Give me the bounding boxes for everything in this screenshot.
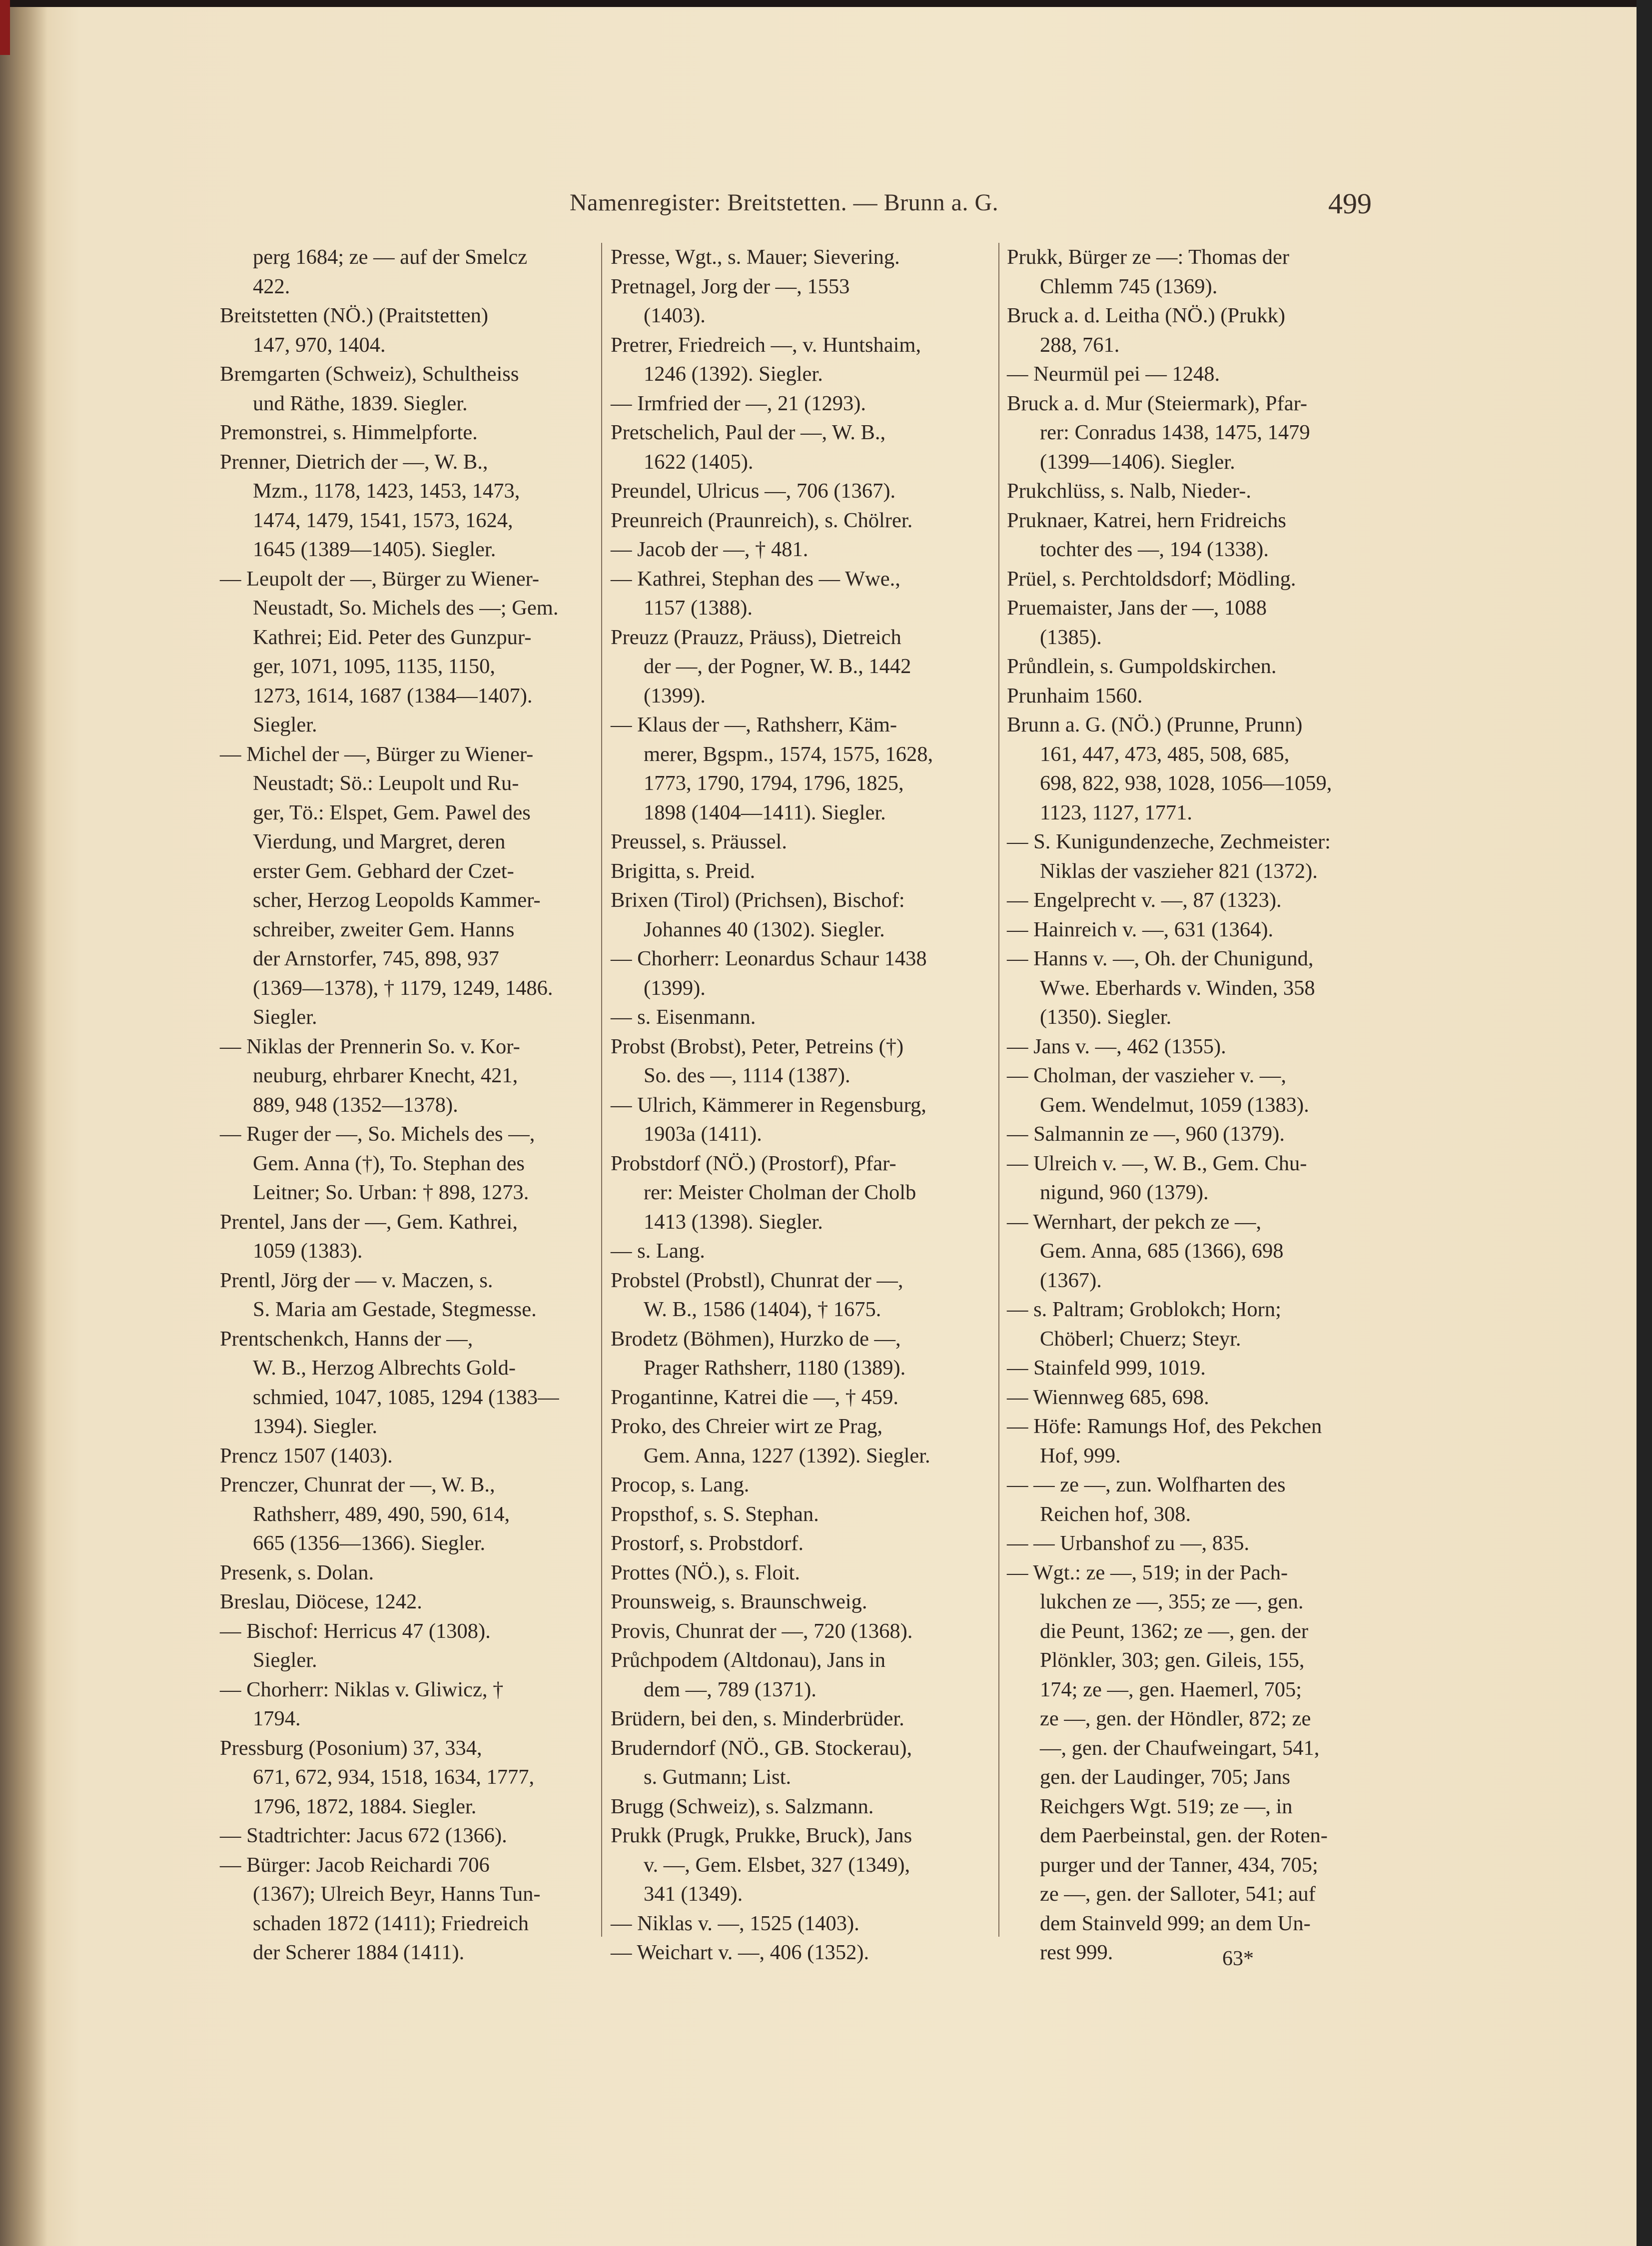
index-entry-line: 1394). Siegler.	[253, 1415, 378, 1438]
index-entry-line: Brodetz (Böhmen), Hurzko de —,	[611, 1327, 901, 1351]
index-entry-line: Reichgers Wgt. 519; ze —, in	[1040, 1794, 1293, 1818]
index-entry-line: — Wgt.: ze —, 519; in der Pach-	[1007, 1560, 1288, 1584]
index-entry-line: merer, Bgspm., 1574, 1575, 1628,	[644, 742, 933, 766]
index-entry-line: scher, Herzog Leopolds Kammer-	[253, 888, 541, 912]
index-entry-line: Mzm., 1178, 1423, 1453, 1473,	[253, 479, 520, 503]
index-entry-line: Breitstetten (NÖ.) (Praitstetten)	[220, 304, 488, 327]
index-entry-line: (1350). Siegler.	[1040, 1005, 1172, 1029]
index-entry-line: — Salmannin ze —, 960 (1379).	[1007, 1122, 1285, 1146]
index-entry-line: Presse, Wgt., s. Mauer; Sievering.	[611, 245, 900, 269]
index-entry-line: — Bischof: Herricus 47 (1308).	[220, 1619, 491, 1643]
index-entry-line: der Arnstorfer, 745, 898, 937	[253, 947, 499, 970]
running-head: Namenregister: Breitstetten. — Brunn a. G.	[570, 189, 999, 216]
index-entry-line: — Hanns v. —, Oh. der Chunigund,	[1007, 947, 1314, 970]
index-column-3	[1007, 243, 1377, 1968]
index-entry-line: Hof, 999.	[1040, 1444, 1121, 1468]
index-entry-line: Progantinne, Katrei die —, † 459.	[611, 1385, 898, 1409]
index-entry-line: — Ulreich v. —, W. B., Gem. Chu-	[1007, 1151, 1307, 1175]
index-entry-line: Prager Rathsherr, 1180 (1389).	[644, 1356, 906, 1380]
index-entry-line: Pruknaer, Katrei, hern Fridreichs	[1007, 508, 1286, 532]
index-entry-line: Prentl, Jörg der — v. Maczen, s.	[220, 1268, 493, 1292]
scan-top-border	[0, 0, 1652, 7]
index-entry-line: ze —, gen. der Salloter, 541; auf	[1040, 1882, 1316, 1906]
index-entry-line: 1157 (1388).	[644, 596, 753, 620]
index-entry-line: purger und der Tanner, 434, 705;	[1040, 1853, 1318, 1877]
index-entry-line: Chlemm 745 (1369).	[1040, 274, 1218, 298]
index-entry-line: schmied, 1047, 1085, 1294 (1383—	[253, 1385, 559, 1409]
index-entry-line: — Ruger der —, So. Michels des —,	[220, 1122, 535, 1146]
index-entry-line: — Wernhart, der pekch ze —,	[1007, 1210, 1262, 1234]
index-entry-line: 1273, 1614, 1687 (1384—1407).	[253, 684, 533, 708]
index-entry-line: Brixen (Tirol) (Prichsen), Bischof:	[611, 888, 905, 912]
index-entry-line: (1399).	[644, 684, 706, 708]
index-entry-line: 161, 447, 473, 485, 508, 685,	[1040, 742, 1290, 766]
index-entry-line: Prounsweig, s. Braunschweig.	[611, 1590, 867, 1613]
index-entry-line: — Cholman, der vaszieher v. —,	[1007, 1064, 1287, 1087]
index-entry-line: Plönkler, 303; gen. Gileis, 155,	[1040, 1648, 1305, 1672]
index-entry-line: — Stadtrichter: Jacus 672 (1366).	[220, 1824, 507, 1847]
index-entry-line: lukchen ze —, 355; ze —, gen.	[1040, 1590, 1304, 1613]
index-entry-line: Vierdung, und Margret, deren	[253, 830, 506, 853]
scan-right-border	[1637, 0, 1652, 2246]
index-entry-line: W. B., Herzog Albrechts Gold-	[253, 1356, 516, 1380]
index-entry-line: — Chorherr: Niklas v. Gliwicz, †	[220, 1677, 504, 1701]
index-entry-line: Neustadt, So. Michels des —; Gem.	[253, 596, 559, 620]
index-entry-line: Procop, s. Lang.	[611, 1473, 750, 1497]
index-entry-line: Proko, des Chreier wirt ze Prag,	[611, 1415, 883, 1438]
index-entry-line: Chöberl; Chuerz; Steyr.	[1040, 1327, 1241, 1351]
signature-mark: 63*	[1222, 1947, 1254, 1970]
index-entry-line: — s. Eisenmann.	[611, 1005, 756, 1029]
index-entry-line: Reichen hof, 308.	[1040, 1502, 1191, 1526]
index-entry-line: Prentschenkch, Hanns der —,	[220, 1327, 473, 1351]
index-entry-line: Leitner; So. Urban: † 898, 1273.	[253, 1181, 529, 1204]
index-entry-line: — Jacob der —, † 481.	[611, 538, 809, 561]
page-binding-shadow	[0, 0, 47, 2246]
red-spine-edge	[0, 0, 10, 55]
index-entry-line: Brigitta, s. Preid.	[611, 859, 756, 883]
index-entry-line: Prukchlüss, s. Nalb, Nieder-.	[1007, 479, 1251, 503]
index-entry-line: — Bürger: Jacob Reichardi 706	[220, 1853, 490, 1877]
index-entry-line: (1399).	[644, 976, 706, 1000]
index-entry-line: schaden 1872 (1411); Friedreich	[253, 1911, 529, 1935]
index-entry-line: Premonstrei, s. Himmelpforte.	[220, 421, 478, 444]
index-entry-line: Bruck a. d. Leitha (NÖ.) (Prukk)	[1007, 304, 1286, 327]
index-entry-line: 341 (1349).	[644, 1882, 743, 1906]
index-entry-line: Prentel, Jans der —, Gem. Kathrei,	[220, 1210, 518, 1234]
index-entry-line: Bruck a. d. Mur (Steiermark), Pfar-	[1007, 391, 1308, 415]
index-entry-line: Prukk, Bürger ze —: Thomas der	[1007, 245, 1289, 269]
index-entry-line: — s. Paltram; Groblokch; Horn;	[1007, 1298, 1281, 1321]
index-entry-line: 147, 970, 1404.	[253, 333, 386, 357]
index-entry-line: 1123, 1127, 1771.	[1040, 800, 1192, 824]
index-entry-line: Preunreich (Praunreich), s. Chölrer.	[611, 508, 913, 532]
index-entry-line: — S. Kunigundenzeche, Zechmeister:	[1007, 830, 1331, 853]
index-entry-line: (1399—1406). Siegler.	[1040, 450, 1235, 474]
index-entry-line: 1796, 1872, 1884. Siegler.	[253, 1794, 477, 1818]
index-entry-line: — Wiennweg 685, 698.	[1007, 1385, 1209, 1409]
index-entry-line: der —, der Pogner, W. B., 1442	[644, 655, 911, 678]
index-entry-line: rer: Meister Cholman der Cholb	[644, 1181, 916, 1204]
index-entry-line: 1773, 1790, 1794, 1796, 1825,	[644, 771, 904, 795]
column-rule-left	[601, 243, 602, 1937]
index-entry-line: Pressburg (Posonium) 37, 334,	[220, 1736, 482, 1760]
index-entry-line: 671, 672, 934, 1518, 1634, 1777,	[253, 1765, 535, 1789]
index-entry-line: Prottes (NÖ.), s. Floit.	[611, 1560, 800, 1584]
index-entry-line: und Räthe, 1839. Siegler.	[253, 391, 468, 415]
index-entry-line: — — Urbanshof zu —, 835.	[1007, 1531, 1250, 1555]
index-entry-line: neuburg, ehrbarer Knecht, 421,	[253, 1064, 518, 1087]
index-entry-line: Pruemaister, Jans der —, 1088	[1007, 596, 1267, 620]
index-entry-line: —, gen. der Chaufweingart, 541,	[1040, 1736, 1320, 1760]
index-entry-line: v. —, Gem. Elsbet, 327 (1349),	[644, 1853, 910, 1877]
index-entry-line: So. des —, 1114 (1387).	[644, 1064, 850, 1087]
index-entry-line: schreiber, zweiter Gem. Hanns	[253, 917, 515, 941]
index-entry-line: — Michel der —, Bürger zu Wiener-	[220, 742, 534, 766]
index-entry-line: Propsthof, s. S. Stephan.	[611, 1502, 819, 1526]
index-entry-line: (1369—1378), † 1179, 1249, 1486.	[253, 976, 553, 1000]
index-entry-line: 288, 761.	[1040, 333, 1120, 357]
index-entry-line: Průndlein, s. Gumpoldskirchen.	[1007, 655, 1277, 678]
index-entry-line: dem —, 789 (1371).	[644, 1677, 817, 1701]
index-entry-line: 422.	[253, 274, 290, 298]
index-entry-line: (1385).	[1040, 625, 1102, 649]
index-entry-line: 1413 (1398). Siegler.	[644, 1210, 823, 1234]
index-entry-line: S. Maria am Gestade, Stegmesse.	[253, 1298, 537, 1321]
index-entry-line: Gem. Anna, 685 (1366), 698	[1040, 1239, 1284, 1263]
index-entry-line: 1794.	[253, 1707, 301, 1730]
index-entry-line: Kathrei; Eid. Peter des Gunzpur-	[253, 625, 532, 649]
index-entry-line: Preundel, Ulricus —, 706 (1367).	[611, 479, 896, 503]
index-entry-line: Wwe. Eberhards v. Winden, 358	[1040, 976, 1315, 1000]
index-entry-line: Neustadt; Sö.: Leupolt und Ru-	[253, 771, 519, 795]
index-entry-line: 1059 (1383).	[253, 1239, 363, 1263]
index-entry-line: 174; ze —, gen. Haemerl, 705;	[1040, 1677, 1302, 1701]
index-entry-line: Prüel, s. Perchtoldsdorf; Mödling.	[1007, 567, 1296, 591]
page-number: 499	[1328, 187, 1372, 220]
column-rule-right	[998, 243, 999, 1937]
index-entry-line: Brugg (Schweiz), s. Salzmann.	[611, 1794, 874, 1818]
index-entry-line: Siegler.	[253, 1005, 317, 1029]
index-entry-line: — Niklas der Prennerin So. v. Kor-	[220, 1034, 520, 1058]
index-entry-line: Bruderndorf (NÖ., GB. Stockerau),	[611, 1736, 912, 1760]
index-entry-line: (1403).	[644, 304, 706, 327]
index-entry-line: Prostorf, s. Probstdorf.	[611, 1531, 804, 1555]
index-entry-line: ze —, gen. der Höndler, 872; ze	[1040, 1707, 1311, 1730]
index-entry-line: Prencz 1507 (1403).	[220, 1444, 393, 1468]
index-entry-line: — s. Lang.	[611, 1239, 705, 1263]
index-entry-line: Preuzz (Prauzz, Präuss), Dietreich	[611, 625, 901, 649]
index-entry-line: Rathsherr, 489, 490, 590, 614,	[253, 1502, 510, 1526]
index-entry-line: — Engelprecht v. —, 87 (1323).	[1007, 888, 1282, 912]
index-entry-line: — Weichart v. —, 406 (1352).	[611, 1941, 869, 1964]
index-entry-line: — Klaus der —, Rathsherr, Käm-	[611, 713, 897, 737]
index-entry-line: — Niklas v. —, 1525 (1403).	[611, 1911, 859, 1935]
index-entry-line: Pretschelich, Paul der —, W. B.,	[611, 421, 886, 444]
index-entry-line: 889, 948 (1352—1378).	[253, 1093, 458, 1117]
index-entry-line: — Chorherr: Leonardus Schaur 1438	[611, 947, 927, 970]
index-entry-line: (1367); Ulreich Beyr, Hanns Tun-	[253, 1882, 541, 1906]
index-entry-line: s. Gutmann; List.	[644, 1765, 792, 1789]
index-entry-line: Brüdern, bei den, s. Minderbrüder.	[611, 1707, 904, 1730]
index-entry-line: — Kathrei, Stephan des — Wwe.,	[611, 567, 900, 591]
index-entry-line: Bremgarten (Schweiz), Schultheiss	[220, 362, 519, 386]
index-entry-line: gen. der Laudinger, 705; Jans	[1040, 1765, 1291, 1789]
index-entry-line: — Neurmül pei — 1248.	[1007, 362, 1220, 386]
index-entry-line: Preussel, s. Präussel.	[611, 830, 787, 853]
index-entry-line: rest 999.	[1040, 1941, 1113, 1964]
index-entry-line: Prenner, Dietrich der —, W. B.,	[220, 450, 488, 474]
index-entry-line: — Ulrich, Kämmerer in Regensburg,	[611, 1093, 926, 1117]
index-entry-line: Pretnagel, Jorg der —, 1553	[611, 274, 850, 298]
index-entry-line: Breslau, Diöcese, 1242.	[220, 1590, 422, 1613]
index-entry-line: 1898 (1404—1411). Siegler.	[644, 800, 886, 824]
index-entry-line: 1903a (1411).	[644, 1122, 762, 1146]
index-entry-line: Siegler.	[253, 713, 317, 737]
index-entry-line: Johannes 40 (1302). Siegler.	[644, 917, 885, 941]
index-entry-line: — Hainreich v. —, 631 (1364).	[1007, 917, 1274, 941]
index-entry-line: 1622 (1405).	[644, 450, 754, 474]
index-entry-line: ger, 1071, 1095, 1135, 1150,	[253, 655, 496, 678]
index-entry-line: dem Paerbeinstal, gen. der Roten-	[1040, 1824, 1328, 1847]
index-entry-line: ger, Tö.: Elspet, Gem. Pawel des	[253, 800, 531, 824]
index-entry-line: (1367).	[1040, 1268, 1102, 1292]
index-entry-line: Prenczer, Chunrat der —, W. B.,	[220, 1473, 495, 1497]
index-entry-line: Prunhaim 1560.	[1007, 684, 1143, 708]
index-entry-line: — Leupolt der —, Bürger zu Wiener-	[220, 567, 540, 591]
index-entry-line: Niklas der vaszieher 821 (1372).	[1040, 859, 1318, 883]
index-entry-line: perg 1684; ze — auf der Smelcz	[253, 245, 528, 269]
index-entry-line: Probstel (Probstl), Chunrat der —,	[611, 1268, 903, 1292]
index-entry-line: W. B., 1586 (1404), † 1675.	[644, 1298, 881, 1321]
index-entry-line: — — ze —, zun. Wolfharten des	[1007, 1473, 1286, 1497]
index-entry-line: nigund, 960 (1379).	[1040, 1181, 1209, 1204]
index-entry-line: Průchpodem (Altdonau), Jans in	[611, 1648, 886, 1672]
index-entry-line: Provis, Chunrat der —, 720 (1368).	[611, 1619, 913, 1643]
index-entry-line: erster Gem. Gebhard der Czet-	[253, 859, 514, 883]
index-entry-line: — Jans v. —, 462 (1355).	[1007, 1034, 1226, 1058]
index-entry-line: 1645 (1389—1405). Siegler.	[253, 538, 496, 561]
index-entry-line: dem Stainveld 999; an dem Un-	[1040, 1911, 1311, 1935]
index-entry-line: 1246 (1392). Siegler.	[644, 362, 823, 386]
index-entry-line: Gem. Wendelmut, 1059 (1383).	[1040, 1093, 1309, 1117]
index-entry-line: Probstdorf (NÖ.) (Prostorf), Pfar-	[611, 1151, 896, 1175]
index-entry-line: Prukk (Prugk, Prukke, Bruck), Jans	[611, 1824, 912, 1847]
index-column-1	[220, 243, 559, 1968]
index-entry-line: die Peunt, 1362; ze —, gen. der	[1040, 1619, 1309, 1643]
index-entry-line: — Irmfried der —, 21 (1293).	[611, 391, 866, 415]
index-entry-line: rer: Conradus 1438, 1475, 1479	[1040, 421, 1310, 444]
index-entry-line: Gem. Anna (†), To. Stephan des	[253, 1151, 525, 1175]
index-entry-line: Siegler.	[253, 1648, 317, 1672]
index-entry-line: Pretrer, Friedreich —, v. Huntshaim,	[611, 333, 921, 357]
index-entry-line: tochter des —, 194 (1338).	[1040, 538, 1269, 561]
index-entry-line: der Scherer 1884 (1411).	[253, 1941, 465, 1964]
index-entry-line: — Stainfeld 999, 1019.	[1007, 1356, 1206, 1380]
index-column-2	[611, 243, 985, 1968]
index-entry-line: 698, 822, 938, 1028, 1056—1059,	[1040, 771, 1332, 795]
index-entry-line: 665 (1356—1366). Siegler.	[253, 1531, 486, 1555]
index-entry-line: 1474, 1479, 1541, 1573, 1624,	[253, 508, 513, 532]
index-entry-line: Gem. Anna, 1227 (1392). Siegler.	[644, 1444, 930, 1468]
index-entry-line: Brunn a. G. (NÖ.) (Prunne, Prunn)	[1007, 713, 1303, 737]
index-entry-line: Probst (Brobst), Peter, Petreins (†)	[611, 1034, 904, 1058]
index-entry-line: Presenk, s. Dolan.	[220, 1560, 374, 1584]
index-entry-line: — Höfe: Ramungs Hof, des Pekchen	[1007, 1415, 1322, 1438]
